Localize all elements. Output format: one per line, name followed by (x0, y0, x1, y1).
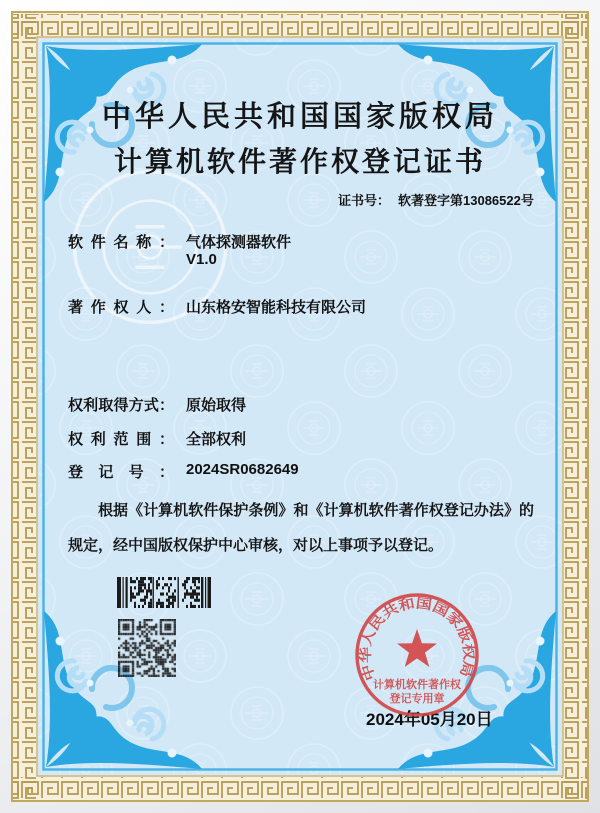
field-copyright-owner-label: 著作权人： (68, 299, 174, 316)
field-registration-number-label: 登记号： (68, 464, 174, 481)
seal-arc-text: 中华人民共和国国家版权局 (357, 595, 477, 683)
field-copyright-owner-value: 山东格安智能科技有限公司 (186, 299, 367, 316)
issue-date: 2024年05月20日 (366, 710, 493, 729)
field-software-name-value: 气体探测器软件 (186, 234, 292, 251)
seal-line1: 计算机软件著作权 (373, 679, 461, 691)
certificate-number-value: 软著登字第13086522号 (398, 193, 534, 208)
field-acquisition-method-value: 原始取得 (186, 397, 247, 414)
seal-line2: 登记专用章 (389, 693, 445, 705)
document-title: 计算机软件著作权登记证书 (113, 146, 486, 177)
issuer-title: 中华人民共和国国家版权局 (101, 101, 498, 133)
field-software-version (186, 251, 217, 268)
field-rights-scope-label: 权利范围： (68, 431, 174, 448)
field-registration-number-value: 2024SR0682649 (186, 461, 299, 478)
certificate-number (338, 190, 534, 209)
field-registration-number (68, 461, 299, 482)
field-software-name-label: 软件名称： (68, 234, 174, 251)
field-rights-scope-value: 全部权利 (186, 431, 247, 448)
registration-statement: 根据《计算机软件保护条例》和《计算机软件著作权登记办法》的规定，经中国版权保护中心审核，对以上事项予以登记。 (68, 502, 534, 554)
field-software-version-value: V1.0 (186, 251, 217, 268)
field-acquisition-method-label: 权利取得方式： (68, 397, 174, 414)
certificate-number-label: 证书号： (338, 193, 391, 208)
barcode (117, 577, 211, 608)
field-copyright-owner (68, 296, 366, 317)
official-seal (352, 590, 482, 720)
star-icon (397, 629, 437, 667)
field-rights-scope (68, 428, 246, 449)
field-software-name (68, 231, 291, 252)
field-acquisition-method (68, 394, 246, 415)
qr-code (118, 619, 176, 677)
